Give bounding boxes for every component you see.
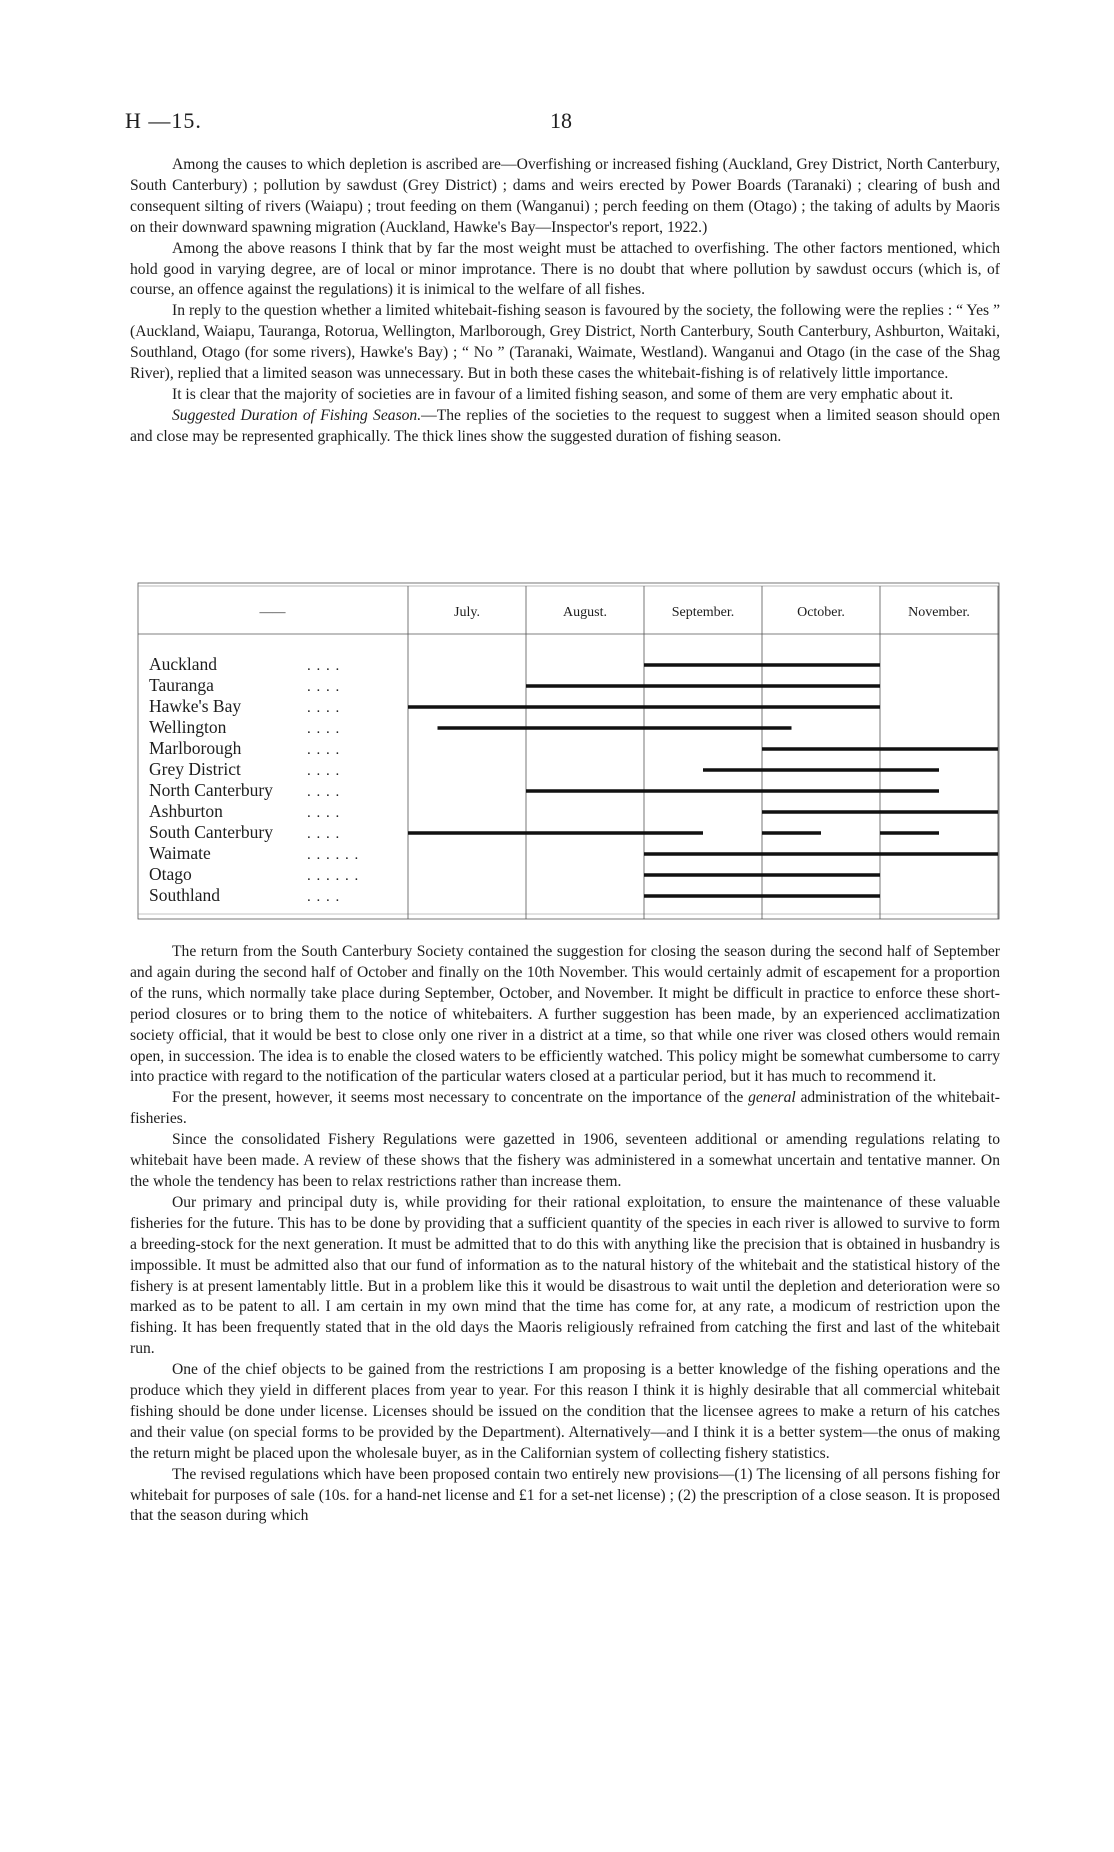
chart-corner-label: —— bbox=[259, 604, 286, 619]
station-label: Grey District bbox=[149, 759, 241, 779]
general-admin-after: administration of the whitebait-fisheries. bbox=[130, 1089, 1001, 1128]
paragraph-regulations: Since the consolidated Fishery Regulations were gazetted in 1906, seventeen additional or amending regulations relating to whitebait have been made. A review of these shows that the fishery was administered in a somewhat uncertain and tentative manner. On the whole the tendency has been to relax restrictions rather than increase them. bbox=[130, 1131, 1000, 1190]
month-header: October. bbox=[797, 605, 845, 620]
general-admin-emphasis: general bbox=[748, 1089, 796, 1107]
bottom-text-block bbox=[130, 942, 1000, 1527]
paragraph-general-administration bbox=[130, 1088, 1000, 1130]
suggested-duration-text: —The replies of the societies to the request to suggest when a limited season should open and close may be represented graphically. The thick lines show the suggested duration of fishing season. bbox=[130, 406, 1000, 445]
leader-dots: . . . . bbox=[307, 763, 341, 779]
paragraph-majority: It is clear that the majority of societies are in favour of a limited fishing season, and some of them are very emphatic about it. bbox=[172, 385, 954, 403]
month-header: September. bbox=[671, 605, 735, 620]
station-label: Auckland bbox=[149, 654, 218, 674]
station-label: Tauranga bbox=[149, 675, 214, 695]
month-header: August. bbox=[563, 605, 607, 620]
paragraph-chief-objects: One of the chief objects to be gained from the restrictions I am proposing is a better knowledge of the fishing operations and the produce which they yield in different places from year to year. For this reason I think it is highly desirable that all commercial whitebait fishing should be done under license. Licenses should be issued on the condition that the licensee agrees to make a return of his catches and their value (on special forms to be provided by the Department). Alternatively—and I think it is a better system—the onus of making the return might be placed upon the wholesale buyer, as in the Californian system of collecting fishery statistics. bbox=[130, 1361, 1000, 1462]
leader-dots: . . . . bbox=[307, 721, 341, 737]
top-text-block bbox=[130, 155, 1000, 448]
month-header: November. bbox=[908, 605, 970, 620]
leader-dots: . . . . bbox=[307, 826, 341, 842]
paragraph-south-canterbury: The return from the South Canterbury Society contained the suggestion for closing the season during the second half of September and again during the second half of October and finally on the 10th November. This would certainly admit of escapement for a proportion of the runs, which normally take place during September, October, and November. It might be difficult in practice to enforce these short-period closures or to bring them to the notice of whitebaiters. A further suggestion has been made, by an experienced acclimatization society official, that it would be best to close only one river in a district at a time, so that while one river was closed others would remain open, in succession. The idea is to enable the closed waters to be efficiently watched. This policy might be somewhat cumbersome to carry into practice with regard to the notification of the particular waters closed at a particular period, but it has much to recommend it. bbox=[130, 943, 1000, 1086]
station-label: North Canterbury bbox=[149, 780, 273, 800]
chart-frame bbox=[138, 583, 999, 919]
suggested-duration-heading: Suggested Duration of Fishing Season. bbox=[172, 406, 422, 424]
document-reference: H —15. bbox=[125, 108, 202, 133]
leader-dots: . . . . bbox=[307, 658, 341, 674]
paragraph-overfishing: Among the above reasons I think that by far the most weight must be attached to overfishing. The other factors mentioned, which hold good in varying degree, are of local or minor improtance. There is no doubt that where pollution by sawdust occurs (which is, of course, an offence against the regulations) it is inimical to the welfare of all fishes. bbox=[130, 239, 1000, 299]
fishing-season-chart bbox=[137, 582, 1002, 922]
leader-dots: . . . . . . bbox=[307, 847, 360, 863]
chart-border bbox=[138, 583, 999, 919]
chart-bars bbox=[408, 665, 998, 896]
station-label: Marlborough bbox=[149, 738, 242, 758]
station-label: Southland bbox=[149, 885, 220, 905]
station-label: Wellington bbox=[149, 717, 227, 737]
leader-dots: . . . . bbox=[307, 805, 341, 821]
leader-dots: . . . . bbox=[307, 679, 341, 695]
paragraph-primary-duty: Our primary and principal duty is, while providing for their rational exploitation, to ensure the maintenance of these valuable fisheries for the future. This has to be done by providing that a sufficient quantity of the species in each river is allowed to survive to form a breeding-stock for the next generation. It must be admitted that to do this with anything like the precision that is obtained in husbandry is impossible. It must be admitted also that our fund of information as to the natural history of the whitebait and the statistical history of the fishery is at present lamentably little. But in a problem like this it would be disastrous to wait until the depletion and deterioration were so marked as to be patent to all. I am certain in my own mind that the time has come for, at any rate, a modicum of restriction upon the fishing. It has been frequently stated that in the old days the Maoris religiously refrained from catching the first and last of the whitebait run. bbox=[130, 1193, 1000, 1358]
paragraph-revised-regulations: The revised regulations which have been proposed contain two entirely new provisions—(1) The licensing of all persons fishing for whitebait for purposes of sale (10s. for a hand-net license and £1 for a set-net license) ; (2) the prescription of a close season. It is proposed that the season during which bbox=[130, 1465, 1000, 1525]
leader-dots: . . . . . . bbox=[307, 868, 360, 884]
station-label: Ashburton bbox=[149, 801, 223, 821]
month-header: July. bbox=[454, 605, 480, 620]
chart-labels bbox=[149, 604, 970, 905]
page-header bbox=[125, 108, 1005, 138]
leader-dots: . . . . bbox=[307, 784, 341, 800]
station-label: Hawke's Bay bbox=[149, 696, 242, 716]
leader-dots: . . . . bbox=[307, 742, 341, 758]
paragraph-replies: In reply to the question whether a limited whitebait-fishing season is favoured by the society, the following were the replies : “ Yes ” (Auckland, Waiapu, Tauranga, Rotorua, Wellington, Marlborough, Grey District, North Canterbury, South Canterbury, Ashburton, Waitaki, Southland, Otago (for some rivers), Hawke's Bay) ; “ No ” (Taranaki, Waimate, Westland). Wanganui and Otago (in the case of the Shag River), replied that a limited season was unnecessary. But in both these cases the whitebait-fishing is of relatively little importance. bbox=[130, 302, 1000, 383]
paragraph-suggested-duration bbox=[130, 406, 1000, 448]
station-label: Waimate bbox=[149, 843, 211, 863]
station-label: Otago bbox=[149, 864, 192, 884]
page-number: 18 bbox=[550, 108, 572, 133]
leader-dots: . . . . bbox=[307, 889, 341, 905]
station-label: South Canterbury bbox=[149, 822, 273, 842]
leader-dots: . . . . bbox=[307, 700, 341, 716]
general-admin-before: For the present, however, it seems most necessary to concentrate on the importance of the bbox=[172, 1089, 749, 1107]
paragraph-causes: Among the causes to which depletion is ascribed are—Overfishing or increased fishing (Auckland, Grey District, North Canterbury, South Canterbury) ; pollution by sawdust (Grey District) ; dams and weirs erected by Power Boards (Taranaki) ; clearing of bush and consequent silting of rivers (Waiapu) ; trout feeding on them (Wanganui) ; perch feeding on them (Otago) ; the taking of adults by Maoris on their downward spawning migration (Auckland, Hawke's Bay—Inspector's report, 1922.) bbox=[130, 156, 1000, 236]
